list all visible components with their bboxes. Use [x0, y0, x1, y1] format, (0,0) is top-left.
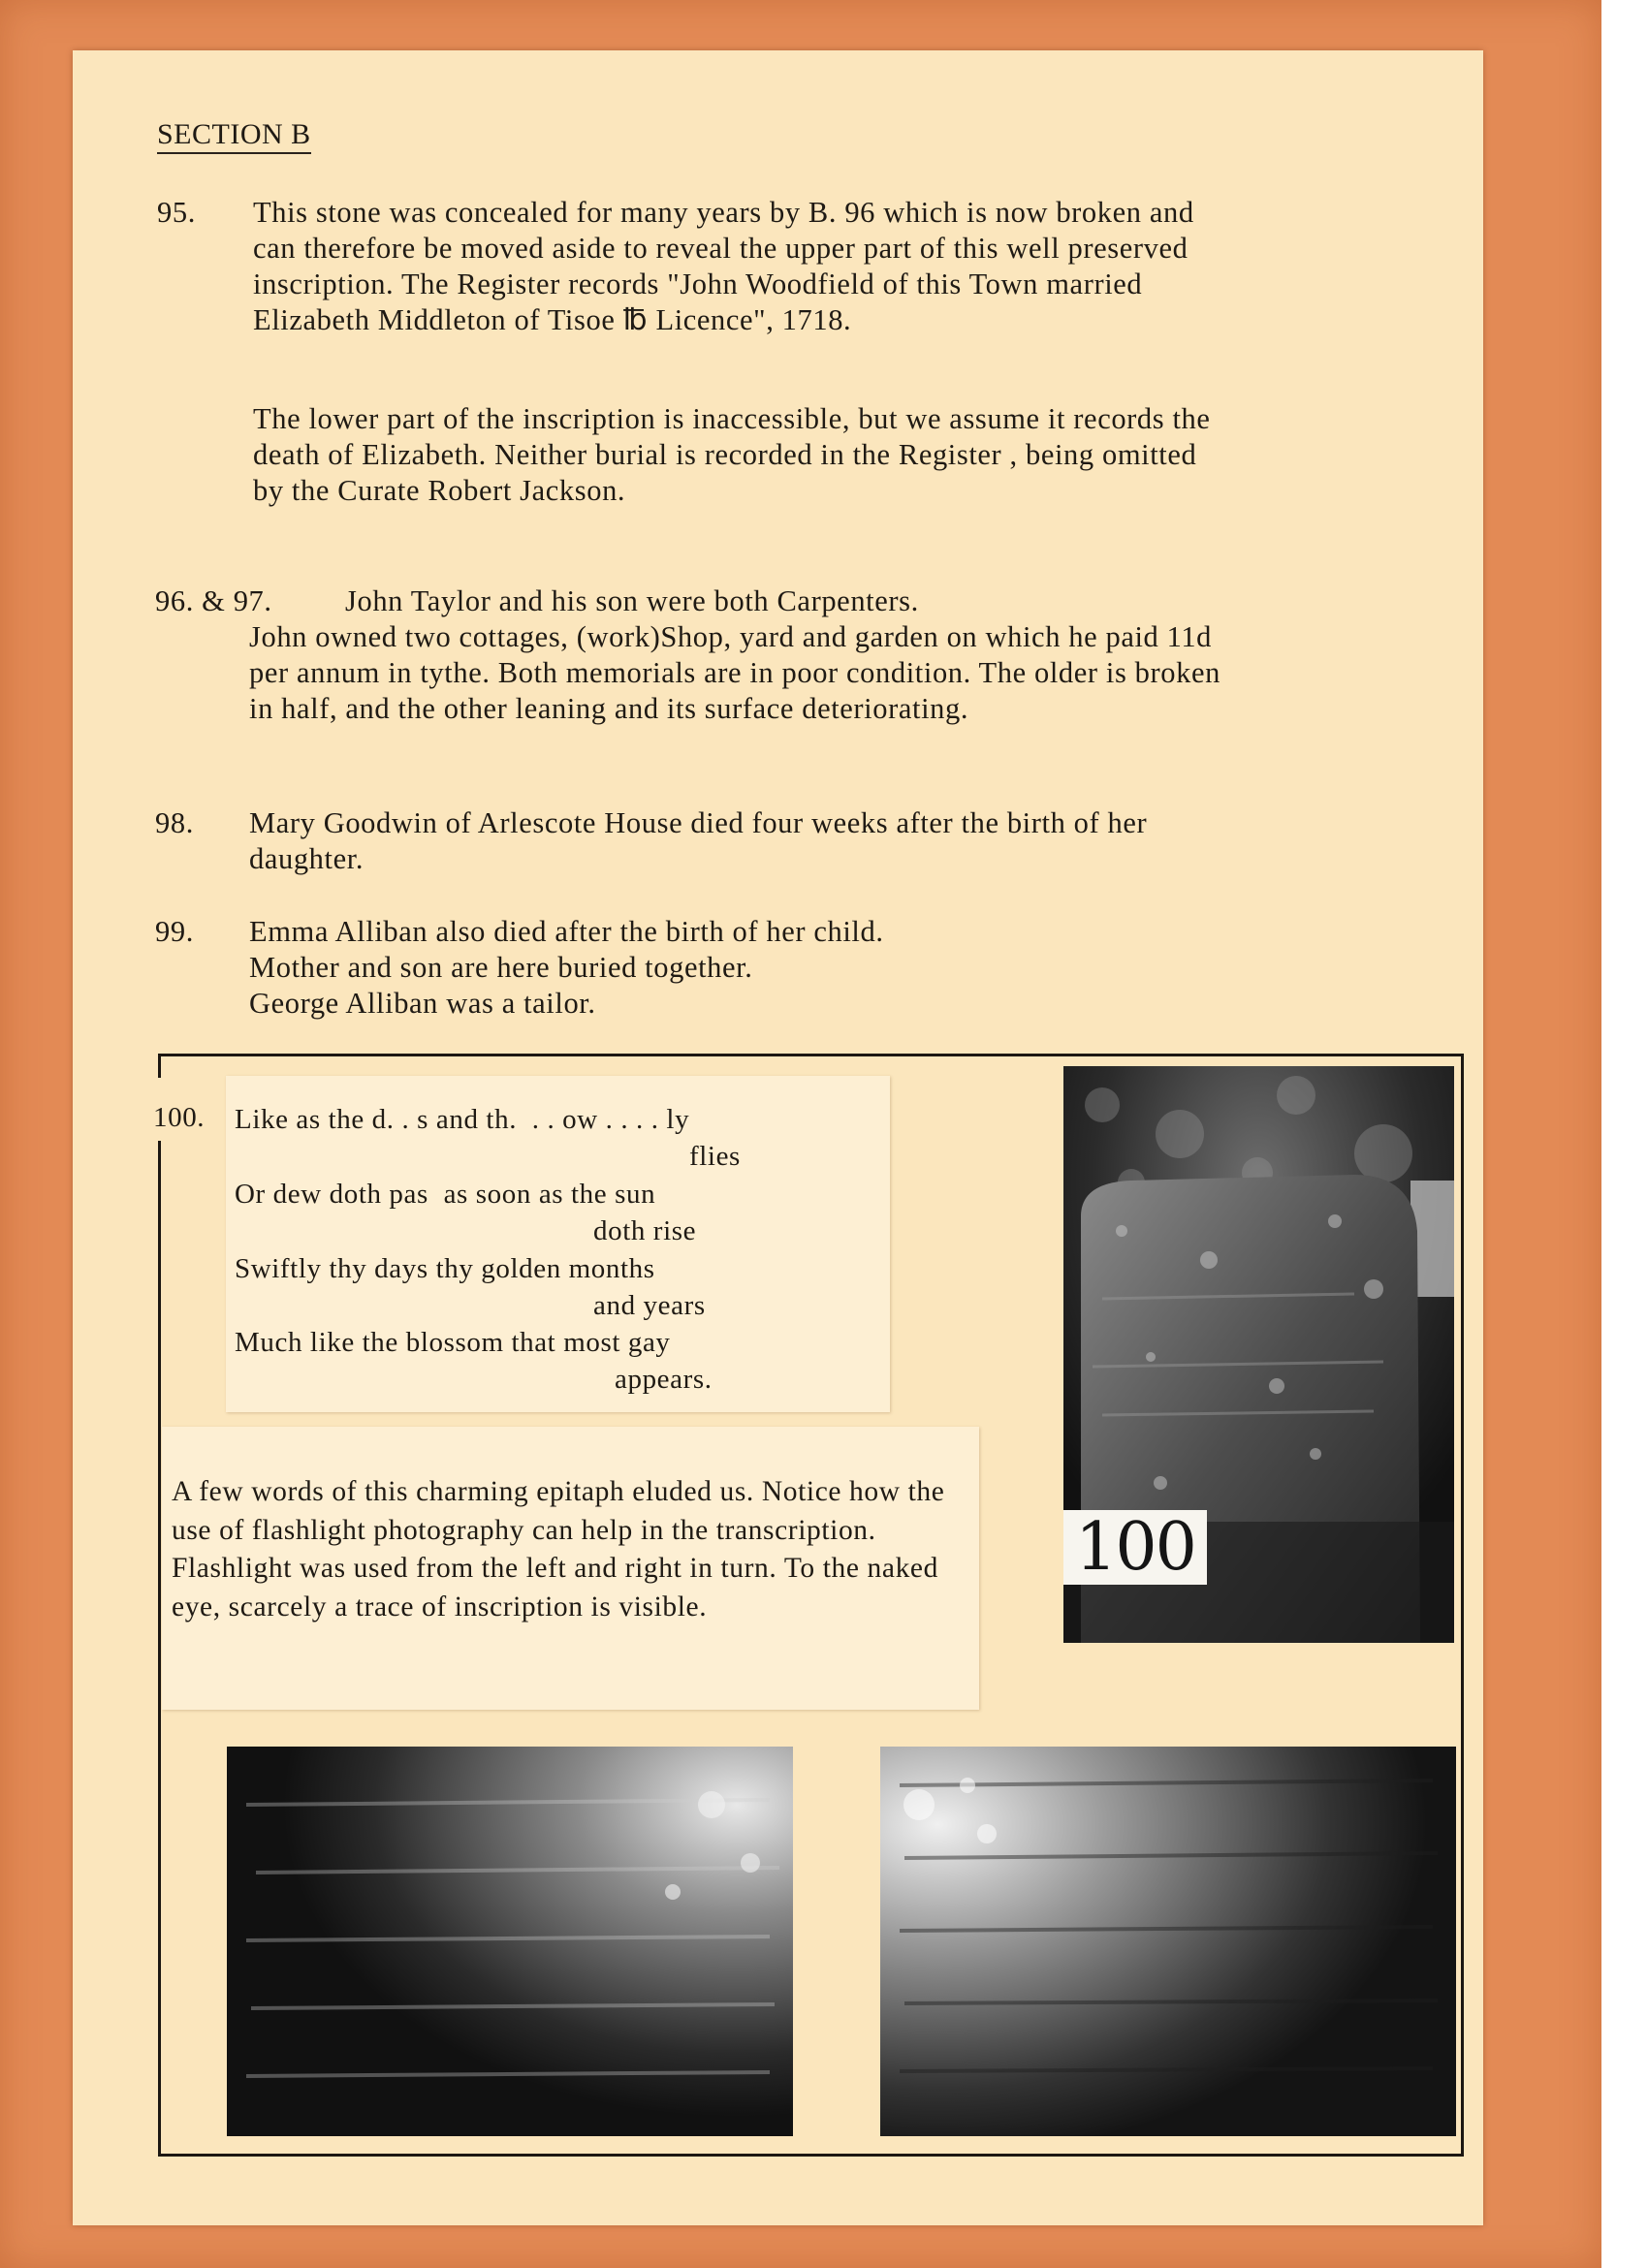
entry-99-line-1: Emma Alliban also died after the birth of her child. — [249, 915, 884, 948]
epitaph-line: Or dew doth pas as soon as the sun — [235, 1179, 656, 1210]
epitaph-line: and years — [593, 1290, 706, 1321]
flashlight-photo-right-image — [880, 1747, 1456, 2136]
flashlight-photo-left-light — [227, 1747, 793, 2136]
epitaph-line: doth rise — [593, 1215, 697, 1246]
flashlight-photo-right-light — [880, 1747, 1456, 2136]
entry-96-text: John owned two cottages, (work)Shop, yard and garden on which he paid 11d per annum in tythe. Both memorials are in poor condition. The older is broken in half, and the other leaning and its surface deteriorating. — [249, 620, 1220, 725]
headstone-number-card: 100 — [1063, 1510, 1207, 1585]
section-title: SECTION B — [157, 118, 311, 154]
entry-99-line-3: George Alliban was a tailor. — [249, 987, 596, 1020]
entry-number: 95. — [157, 196, 196, 229]
entry-number: 99. — [155, 915, 194, 948]
entry-95-paragraph-1: This stone was concealed for many years by B. 96 which is now broken and can therefore be moved aside to reveal the upper part of this well preserved inscription. The Register records "John Woodfield of this Town married Elizabeth Middleton of Tisoe ℔ Licence", 1718. — [253, 196, 1194, 336]
entry-96-first-line: John Taylor and his son were both Carpenters. — [345, 584, 919, 617]
entry-number: 100. — [153, 1102, 206, 1133]
epitaph-line: flies — [689, 1141, 741, 1172]
epitaph-line: Swiftly thy days thy golden months — [235, 1253, 655, 1284]
flashlight-photo-left-image — [227, 1747, 793, 2136]
epitaph-line: Like as the d. . s and th. . . ow . . . . ly — [235, 1104, 690, 1135]
epitaph-line: Much like the blossom that most gay — [235, 1327, 671, 1358]
entry-number: 96. & 97. — [155, 584, 272, 617]
epitaph-line: appears. — [615, 1364, 713, 1395]
entry-98-text: Mary Goodwin of Arlescote House died four weeks after the birth of her daughter. — [249, 806, 1148, 875]
entry-95-paragraph-2: The lower part of the inscription is inaccessible, but we assume it records the death of Elizabeth. Neither burial is recorded in the Register , being omitted by the Curate Robert Jackson. — [253, 402, 1211, 507]
entry-99-line-2: Mother and son are here buried together. — [249, 951, 753, 984]
entry-number: 98. — [155, 806, 194, 839]
note-text: A few words of this charming epitaph eluded us. Notice how the use of flashlight photography can help in the transcription. Flashlight was used from the left and right in turn. To the naked eye, scarcely a trace of inscription is visible. — [172, 1476, 945, 1622]
